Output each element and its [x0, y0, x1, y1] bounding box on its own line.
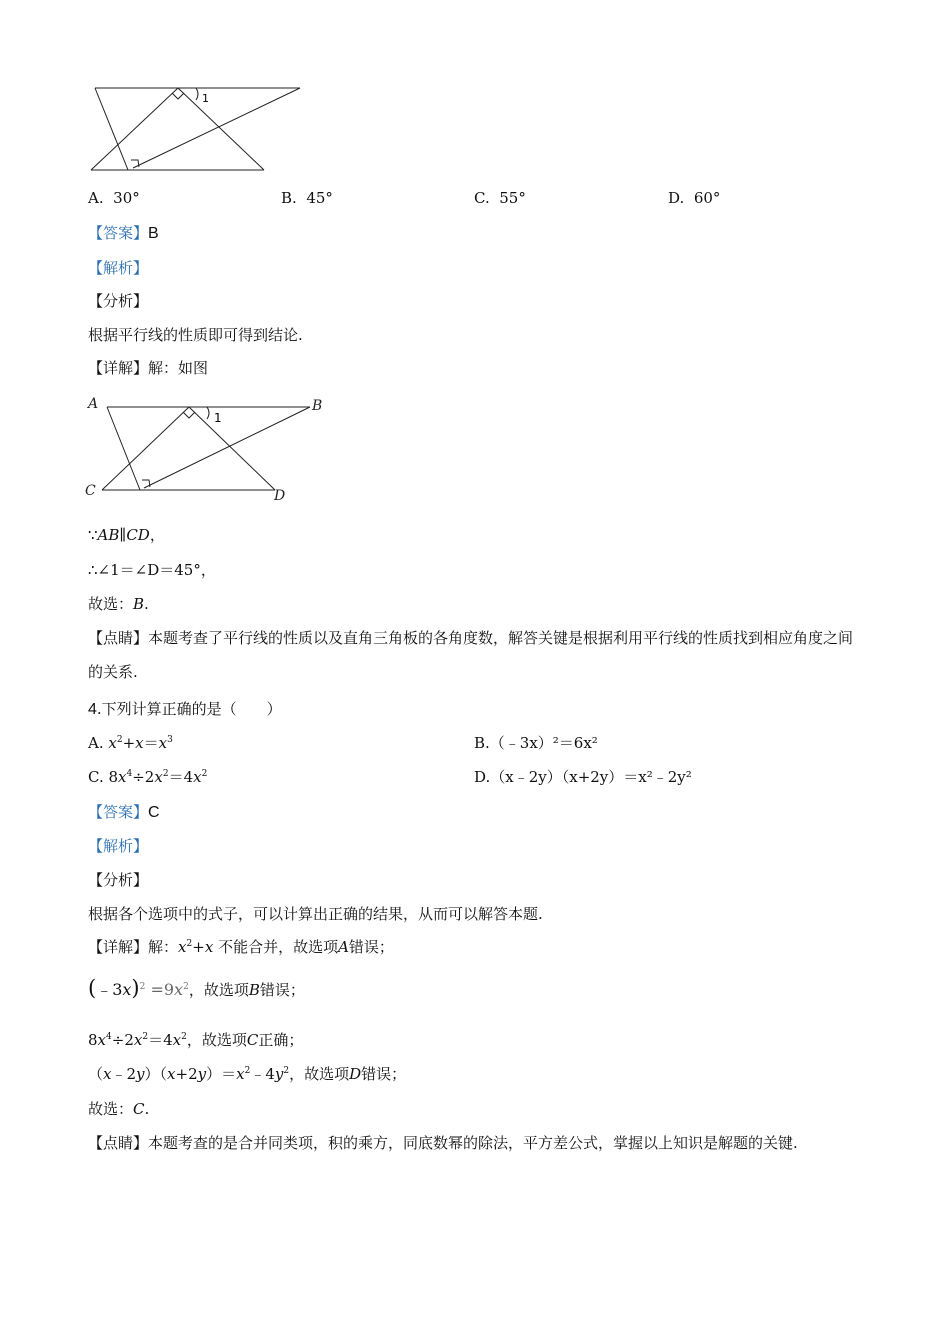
- q4-choose-line: 故选：C.: [88, 1100, 150, 1118]
- q4-option-b: B.（﹣3x）²＝6x²: [474, 734, 598, 752]
- because-line: ∵AB∥CD，: [88, 526, 165, 544]
- point-b-label: B: [312, 398, 323, 414]
- angle-one-label-2: 1: [214, 411, 222, 425]
- question-4-stem: 4.下列计算正确的是（ ）: [88, 700, 282, 718]
- answer-line: 【答案】B: [88, 224, 159, 242]
- analysis-tag: 【解析】: [88, 259, 149, 277]
- option-d: D. 60°: [668, 189, 721, 207]
- option-b: B. 45°: [281, 189, 333, 207]
- fenxi-tag: 【分析】: [88, 292, 149, 310]
- choose-line: 故选：B.: [88, 595, 149, 613]
- review-paragraph: 【点睛】本题考查了平行线的性质以及直角三角板的各角度数，解答关键是根据利用平行线的性质找到相应角度之间的关系.: [88, 629, 854, 681]
- therefore-line: ∴∠1＝∠D＝45°，: [88, 561, 216, 579]
- option-c: C. 55°: [474, 189, 526, 207]
- q4-fenxi-text: 根据各个选项中的式子，可以计算出正确的结果，从而可以解答本题.: [88, 905, 543, 923]
- option-a: A. 30°: [88, 189, 140, 207]
- q4-option-c: C. $8x^4\div 2x^2=4x^2$: [88, 768, 208, 786]
- q4-option-a: A. $x^2+x=x^3$: [88, 734, 173, 752]
- point-a-label: A: [88, 396, 99, 412]
- figure-parallel-lines-top: [88, 80, 308, 175]
- point-c-label: C: [85, 483, 96, 499]
- q4-fenxi-tag: 【分析】: [88, 871, 149, 889]
- q4-detail-line-b: (﹣3x)$^2$ $=9x^2$，故选项B错误；: [88, 976, 305, 1000]
- q4-option-d: D.（x﹣2y）（x+2y）＝x²﹣2y²: [474, 768, 692, 786]
- q4-review-paragraph: 【点睛】本题考查的是合并同类项，积的乘方，同底数幂的除法，平方差公式，掌握以上知识是解题的关键.: [88, 1134, 798, 1152]
- q4-analysis-tag: 【解析】: [88, 837, 149, 855]
- fenxi-text: 根据平行线的性质即可得到结论.: [88, 326, 303, 344]
- q4-detail-line-d: $(x﹣2y)(x+2y)=x^2﹣4y^2$，故选项D错误；: [88, 1065, 407, 1083]
- q4-detail-line-c: $8x^4\div 2x^2=4x^2$，故选项C正确；: [88, 1031, 304, 1049]
- angle-one-label: 1: [202, 92, 209, 105]
- point-d-label: D: [274, 488, 286, 504]
- detail-line: 【详解】解：如图: [88, 359, 209, 377]
- figure-parallel-lines-labeled: [82, 392, 332, 507]
- q4-answer-line: 【答案】C: [88, 803, 160, 821]
- q4-detail-line-a: 【详解】解：$x^2+x$ 不能合并，故选项A错误；: [88, 938, 394, 956]
